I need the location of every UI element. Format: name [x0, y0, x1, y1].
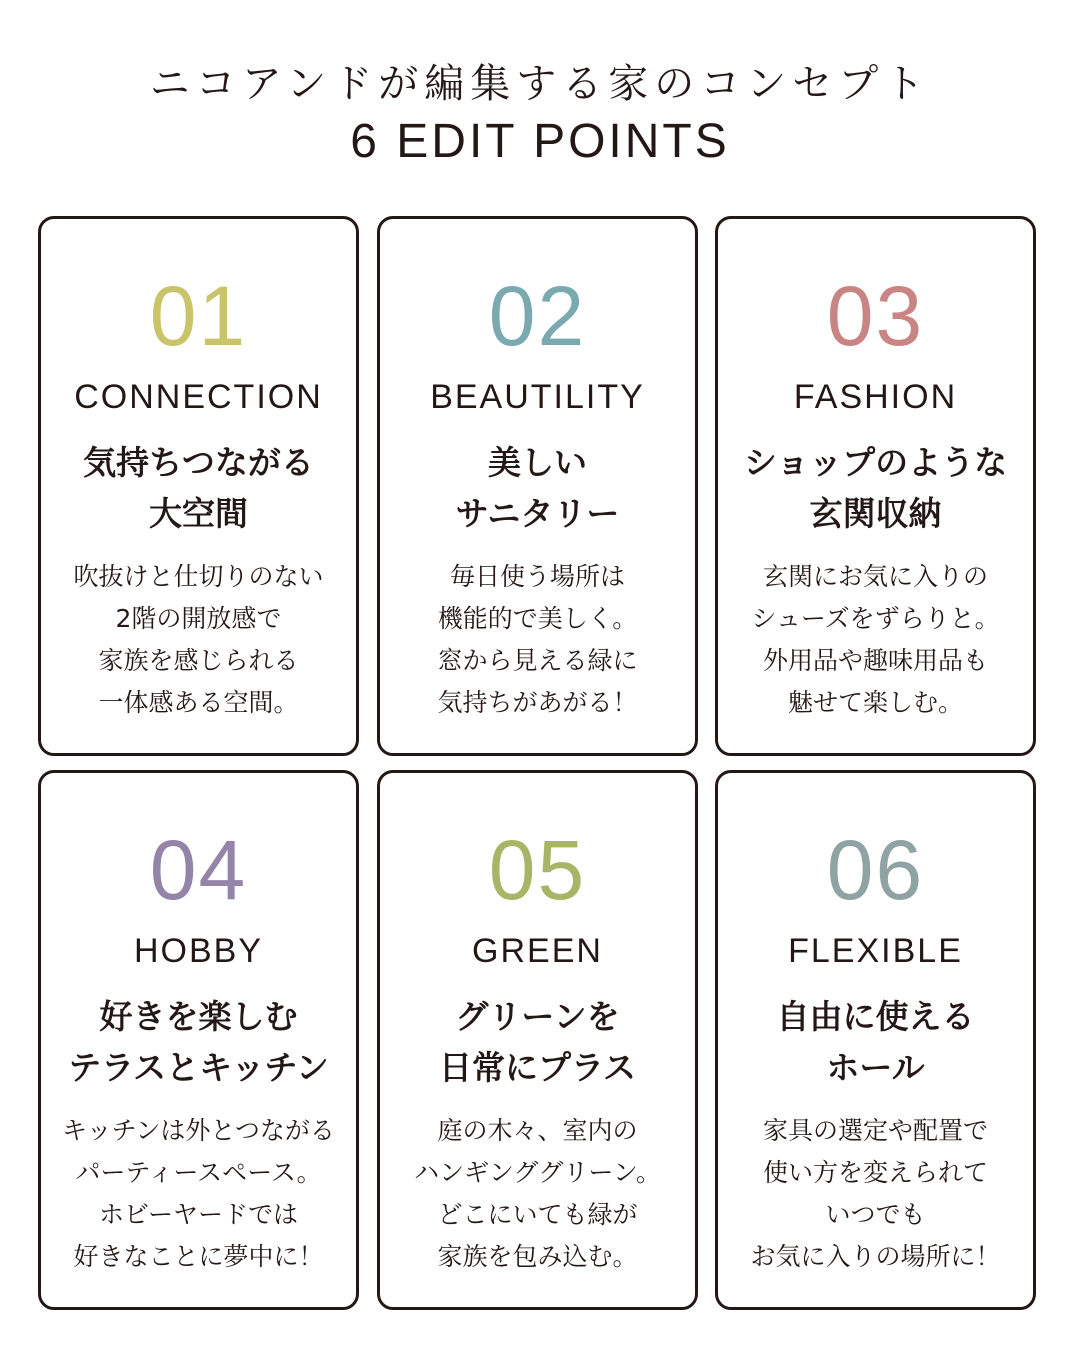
point-description-line: いつでも	[825, 1200, 926, 1229]
point-description	[380, 556, 695, 724]
point-description-line: 気持ちがあがる！	[437, 688, 638, 717]
point-heading-line: 大空間	[149, 494, 248, 533]
point-description-line: 2階の開放感で	[115, 604, 282, 633]
point-description	[380, 1110, 695, 1278]
point-heading	[718, 991, 1033, 1093]
point-description-line: パーティースペース。	[75, 1158, 322, 1187]
point-heading-line: 日常にプラス	[438, 1048, 636, 1087]
point-description-line: ホビーヤードでは	[98, 1200, 298, 1229]
point-heading-line: 好きを楽しむ	[99, 997, 298, 1036]
edit-point-card-06	[715, 770, 1036, 1310]
header	[0, 0, 1080, 200]
point-heading-line: 美しい	[488, 443, 587, 482]
point-description-line: ハンギンググリーン。	[414, 1158, 661, 1187]
point-heading-line: 玄関収納	[809, 494, 942, 533]
point-heading	[718, 437, 1033, 539]
point-description-line: どこにいても緑が	[437, 1200, 638, 1229]
point-description-line: 毎日使う場所は	[449, 562, 625, 591]
point-description-line: 吹抜けと仕切りのない	[73, 562, 324, 591]
point-number: 02	[488, 269, 587, 363]
edit-point-card-03	[715, 216, 1036, 756]
point-description	[718, 1110, 1033, 1278]
point-description	[718, 556, 1033, 724]
point-description-line: 一体感ある空間。	[98, 688, 299, 717]
point-description-line: 家族を包み込む。	[437, 1242, 638, 1271]
point-english-label: CONNECTION	[74, 378, 323, 416]
point-description-line: 機能的で美しく。	[437, 604, 638, 633]
point-description-line: 使い方を変えられて	[762, 1158, 988, 1187]
point-description-line: 窓から見える緑に	[437, 646, 638, 675]
point-description-line: 家具の選定や配置で	[762, 1116, 988, 1145]
point-description-line: 玄関にお気に入りの	[762, 562, 988, 591]
point-description-line: キッチンは外とつながる	[62, 1116, 335, 1145]
point-heading-line: 自由に使える	[776, 997, 975, 1036]
point-heading	[380, 991, 695, 1093]
point-description-line: お気に入りの場所に！	[750, 1242, 1001, 1271]
point-description-line: 家族を感じられる	[98, 646, 299, 675]
point-heading	[380, 437, 695, 539]
point-english-label: FASHION	[793, 378, 958, 416]
point-heading-line: ショップのような	[743, 443, 1008, 482]
point-number: 01	[149, 269, 248, 363]
page-title: ニコアンドが編集する家のコンセプト	[149, 61, 931, 107]
point-english-label: BEAUTILITY	[430, 378, 645, 416]
point-heading	[41, 437, 356, 539]
point-heading-line: 気持ちつながる	[83, 443, 314, 482]
edit-point-card-05	[377, 770, 698, 1310]
point-number: 06	[826, 823, 925, 917]
edit-point-card-02	[377, 216, 698, 756]
page-subtitle: 6 EDIT POINTS	[350, 115, 730, 168]
point-description-line: 庭の木々、室内の	[437, 1116, 638, 1145]
point-number: 04	[149, 823, 248, 917]
point-heading	[41, 991, 356, 1093]
point-english-label: FLEXIBLE	[788, 932, 963, 970]
edit-points-grid	[38, 216, 1042, 1316]
edit-point-card-01	[38, 216, 359, 756]
point-description-line: シューズをずらりと。	[751, 604, 1000, 633]
point-heading-line: サニタリー	[455, 494, 620, 533]
point-english-label: GREEN	[472, 932, 603, 970]
point-number: 05	[488, 823, 587, 917]
point-description	[41, 1110, 356, 1278]
point-number: 03	[826, 269, 925, 363]
point-heading-line: テラスとキッチン	[68, 1048, 329, 1087]
point-heading-line: グリーンを	[455, 997, 620, 1036]
edit-point-card-04	[38, 770, 359, 1310]
point-english-label: HOBBY	[133, 932, 264, 970]
point-description	[41, 556, 356, 724]
point-description-line: 外用品や趣味用品も	[762, 646, 988, 675]
point-description-line: 魅せて楽しむ。	[787, 688, 963, 717]
point-description-line: 好きなことに夢中に！	[73, 1242, 324, 1271]
point-heading-line: ホール	[826, 1048, 925, 1087]
